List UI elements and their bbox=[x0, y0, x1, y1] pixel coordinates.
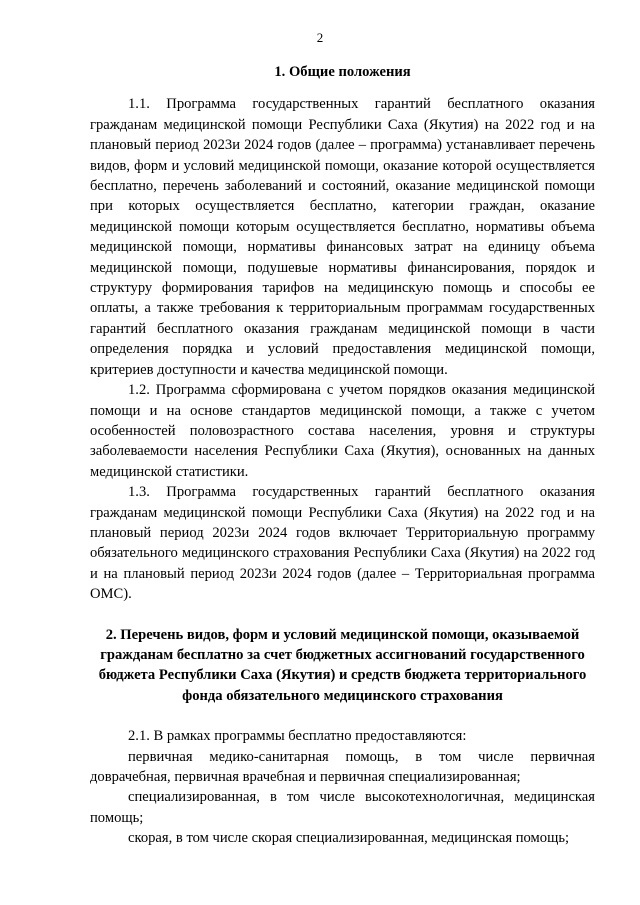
paragraph-1-1: 1.1. Программа государственных гарантий бесплатного оказания гражданам медицинской помощи Республики Саха (Якутия) на 2022 год и на плановый период 2023и 2024 годов (далее – программа) устанавливает перечень видов, форм и условий медицинской помощи, оказание которой осуществляется бесплатно, перечень заболеваний и состояний, оказание медицинской помощи при которых осуществляется бесплатно, категории граждан, оказание медицинской помощи которым осуществляется бесплатно, нормативы объема медицинской помощи, нормативы финансовых затрат на единицу объема медицинской помощи, подушевые нормативы финансирования, порядок и структуру формирования тарифов на медицинскую помощь и способы ее оплаты, а также требования к территориальным программам государственных гарантий бесплатного оказания гражданам медицинской помощи в части определения порядка и условий предоставления медицинской помощи, критериев доступности и качества медицинской помощи. bbox=[90, 96, 595, 378]
paragraph-emergency-care: скорая, в том числе скорая специализированная, медицинская помощь; bbox=[128, 830, 570, 847]
paragraph-1-3: 1.3. Программа государственных гарантий бесплатного оказания гражданам медицинской помощи Республики Саха (Якутия) на 2022 год и на плановый период 2023и 2024 годов включает Территориальную программу обязательного медицинского страхования Республики Саха (Якутия) на 2022 год и на плановый период 2023и 2024 годов (далее – Территориальная программа ОМС). bbox=[90, 484, 595, 603]
page-number: 2 bbox=[316, 30, 324, 45]
paragraph-1-2: 1.2. Программа сформирована с учетом порядков оказания медицинской помощи и на основе стандартов медицинской помощи, а также с учетом особенностей половозрастного состава населения, уровня и структуры заболеваемости населения Республики Саха (Якутия), основанных на данных медицинской статистики. bbox=[90, 382, 595, 480]
section-1-heading: 1. Общие положения bbox=[274, 64, 411, 80]
section-2-heading: 2. Перечень видов, форм и условий медицинской помощи, оказываемой гражданам бесплатно за счет бюджетных ассигнований государственного бюджета Республики Саха (Якутия) и средств бюджета территориального фонда обязательного медицинского страхования bbox=[98, 626, 587, 704]
paragraph-2-1: 2.1. В рамках программы бесплатно предоставляются: bbox=[128, 728, 467, 745]
document-body bbox=[90, 62, 595, 849]
paragraph-primary-care: первичная медико-санитарная помощь, в том числе первичная доврачебная, первичная врачебная и первичная специализированная; bbox=[90, 748, 595, 785]
paragraph-specialized-care: специализированная, в том числе высокотехнологичная, медицинская помощь; bbox=[90, 789, 595, 826]
